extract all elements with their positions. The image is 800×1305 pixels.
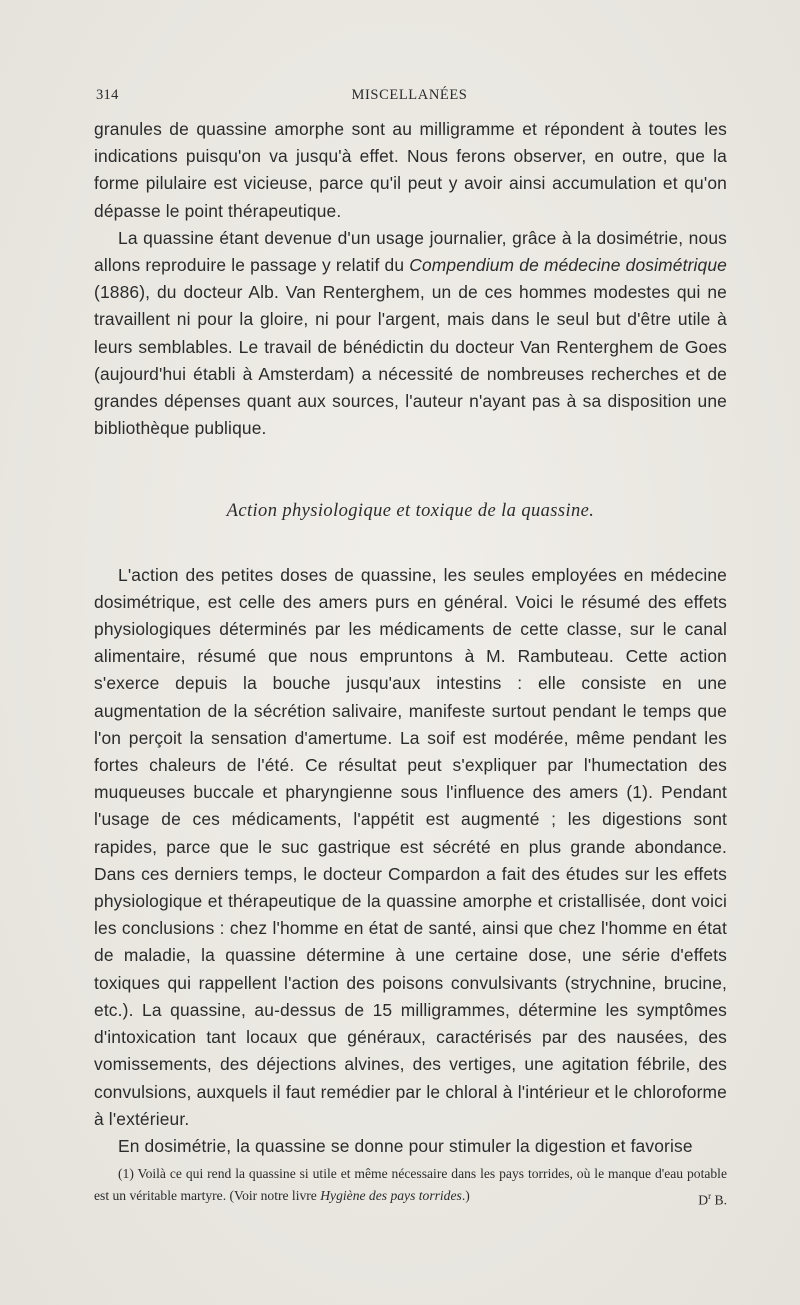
footnote-signature — [674, 1185, 727, 1212]
book-title-hygiene: Hygiène des pays torrides — [320, 1188, 462, 1203]
signature-prefix: D — [698, 1192, 709, 1208]
paragraph-dosimetrie: En dosimétrie, la quassine se donne pour stimuler la digestion et favorise — [118, 1135, 693, 1156]
main-text — [94, 116, 727, 1160]
signature-superscript: r — [708, 1191, 712, 1201]
paragraph-continuation: granules de quassine amorphe sont au milligramme et répondent à toutes les indications puisqu'on va jusqu'à effet. Nous ferons observer, en outre, que la forme pilulaire est vicieuse, parce qu'il peut y avoir ainsi accumulation et qu'on dépasse le point thérapeutique. — [94, 119, 727, 221]
footnote-text — [94, 1163, 727, 1207]
running-title: MISCELLANÉES — [351, 87, 468, 103]
paragraph-text: La quassine étant devenue d'un usage journalier, grâce à la dosimétrie, nous allons reproduire le passage y relatif du — [94, 227, 727, 276]
footnote-text-part: (1) Voilà ce qui rend la quassine si utile et même nécessaire dans les pays torrides, où le manque d'eau potable est un véritable martyre. (Voir notre livre — [94, 1166, 727, 1203]
footnote — [94, 1163, 727, 1212]
book-title-compendium: Compendium de médecine dosimétrique — [409, 255, 727, 276]
running-head — [94, 85, 725, 109]
footnote-text-part: .) — [461, 1188, 470, 1203]
paragraph-text: (1886), du docteur Alb. Van Renterghem, un de ces hommes modestes qui ne travaillent ni pour la gloire, ni pour l'argent, mais dans le seul but d'être utile à leurs semblables. Le travail de bénédictin du docteur Van Renterghem de Goes (aujourd'hui établi à Amsterdam) a nécessité de nombreuses recherches et de grandes dépenses quant aux sources, l'auteur n'ayant pas à sa disposition une bibliothèque publique. — [94, 282, 727, 439]
paragraph-action-physiologique: L'action des petites doses de quassine, les seules employées en médecine dosimétrique, est celle des amers purs en général. Voici le résumé des effets physiologiques déterminés par les médicaments de cette classe, sur le canal alimentaire, résumé que nous empruntons à M. Rambuteau. Cette action s'exerce depuis la bouche jusqu'aux intestins : elle consiste en une augmentation de la sécrétion salivaire, manifeste surtout pendant le temps que l'on perçoit la sensation d'amertume. La soif est modérée, même pendant les fortes chaleurs de l'été. Ce résultat peut s'expliquer par l'humectation des muqueuses buccale et pharyngienne sous l'influence des amers (1). Pendant l'usage de ces médicaments, l'appétit est augmenté ; les digestions sont rapides, parce que le suc gastrique est sécrété en plus grande abondance. Dans ces derniers temps, le docteur Compardon a fait des études sur les effets physiologique et thérapeutique de la quassine amorphe et cristallisée, dont voici les conclusions : chez l'homme en état de santé, ainsi que chez l'homme en état de maladie, la quassine détermine à une certaine dose, une série d'effets toxiques qui rappellent l'action des poisons convulsivants (strychnine, brucine, etc.). La quassine, au-dessus de 15 milligrammes, détermine les symptômes d'intoxication tant locaux que généraux, caractérisés par des nausées, des vomissements, des déjections alvines, des vertiges, une agitation fébrile, des convulsions, auxquels il faut remédier par le chloral à l'intérieur et le chloroforme à l'extérieur. — [94, 564, 727, 1129]
page-number: 314 — [96, 87, 119, 103]
section-heading: Action physiologique et toxique de la quassine. — [226, 501, 595, 522]
paragraph-quassine-dosimetrie — [94, 225, 727, 443]
signature-name: B. — [711, 1192, 727, 1208]
